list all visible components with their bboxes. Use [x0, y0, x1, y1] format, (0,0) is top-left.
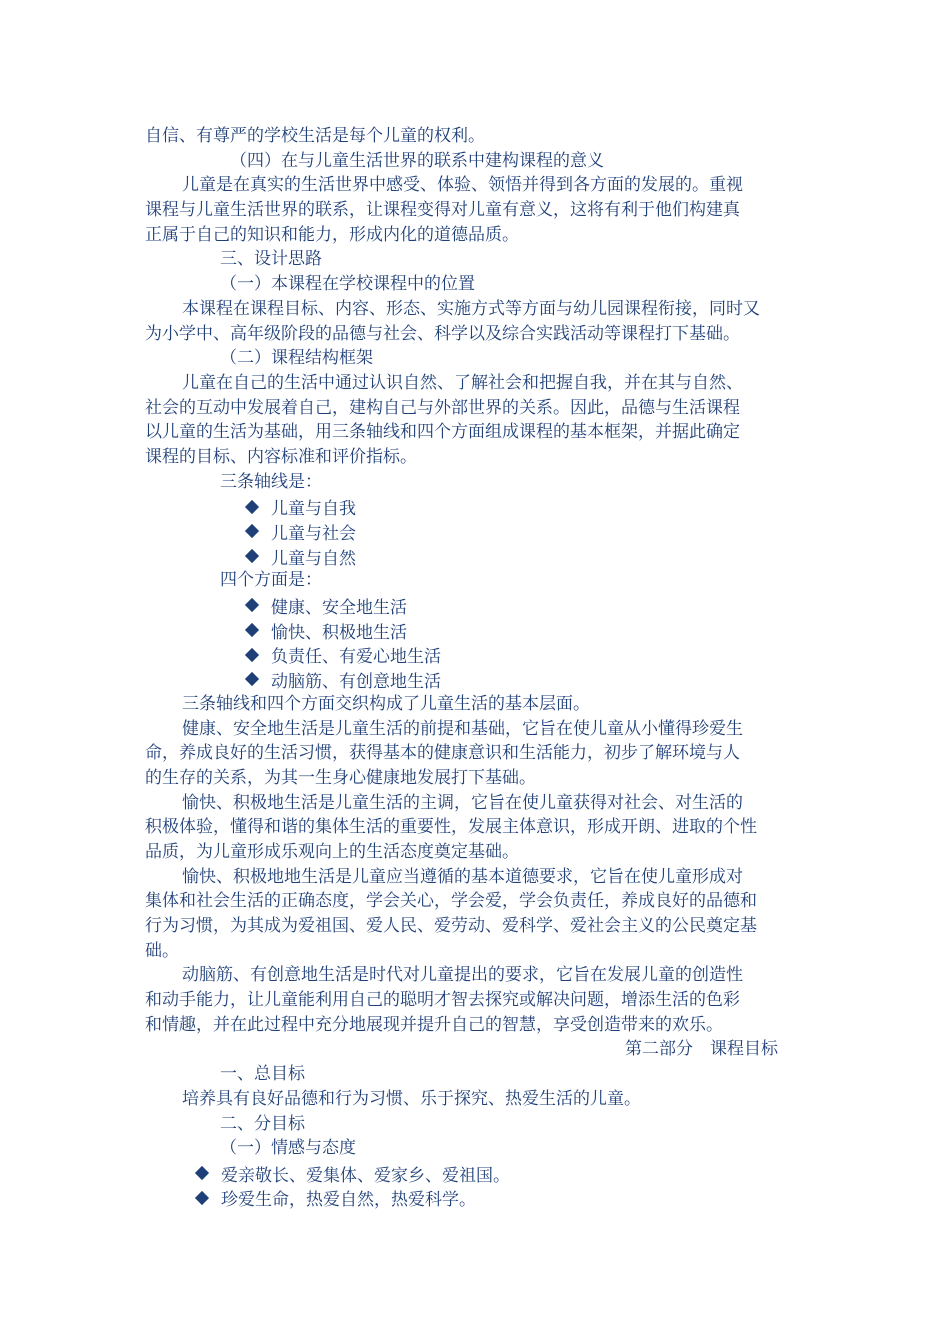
diamond-bullet-icon	[245, 648, 259, 662]
list-item: 负责任、有爱心地生活	[145, 642, 810, 667]
list-heading: 四个方面是：	[220, 570, 322, 591]
diamond-bullet-icon	[245, 500, 259, 514]
paragraph-line: 动脑筋、有创意地生活是时代对儿童提出的要求，它旨在发展儿童的创造性	[182, 965, 743, 986]
paragraph-line: 儿童在自己的生活中通过认识自然、了解社会和把握自我，并在其与自然、	[182, 372, 743, 393]
subsection-heading: （四）在与儿童生活世界的联系中建构课程的意义	[230, 150, 604, 171]
list-item: 儿童与自我	[145, 494, 810, 519]
paragraph-line: 社会的互动中发展着自己，建构自己与外部世界的关系。因此，品德与生活课程	[145, 397, 740, 418]
diamond-bullet-icon	[195, 1191, 209, 1205]
list-item: 儿童与自然	[145, 544, 810, 569]
paragraph-line: 的生存的关系，为其一生身心健康地发展打下基础。	[145, 767, 536, 788]
section-heading: 一、总目标	[220, 1064, 305, 1085]
paragraph-line: 积极体验，懂得和谐的集体生活的重要性，发展主体意识，形成开朗、进取的个性	[145, 817, 757, 838]
paragraph-line: 为小学中、高年级阶段的品德与社会、科学以及综合实践活动等课程打下基础。	[145, 323, 740, 344]
paragraph-line: 以儿童的生活为基础，用三条轴线和四个方面组成课程的基本框架，并据此确定	[145, 422, 740, 443]
paragraph-line: 健康、安全地生活是儿童生活的前提和基础，它旨在使儿童从小懂得珍爱生	[182, 718, 743, 739]
paragraph-line: 行为习惯，为其成为爱祖国、爱人民、爱劳动、爱科学、爱社会主义的公民奠定基	[145, 916, 757, 936]
paragraph-line: 和情趣，并在此过程中充分地展现并提升自己的智慧，享受创造带来的欢乐。	[145, 1014, 723, 1035]
paragraph-line: 本课程在课程目标、内容、形态、实施方式等方面与幼儿园课程衔接，同时又	[182, 298, 760, 319]
list-item: 动脑筋、有创意地生活	[145, 667, 810, 692]
paragraph-line: 课程的目标、内容标准和评价指标。	[145, 446, 417, 467]
list-item: 儿童与社会	[145, 519, 810, 544]
paragraph-line: 集体和社会生活的正确态度，学会关心，学会爱，学会负责任，养成良好的品德和	[145, 891, 757, 912]
subsection-heading: （一）本课程在学校课程中的位置	[220, 274, 475, 295]
paragraph-line: 愉快、积极地地生活是儿童应当遵循的基本道德要求，它旨在使儿童形成对	[182, 866, 743, 887]
paragraph-line: 儿童是在真实的生活世界中感受、体验、领悟并得到各方面的发展的。重视	[182, 175, 743, 196]
paragraph-line: 命，养成良好的生活习惯，获得基本的健康意识和生活能力，初步了解环境与人	[145, 743, 740, 764]
paragraph-line: 课程与儿童生活世界的联系，让课程变得对儿童有意义，这将有利于他们构建真	[145, 200, 740, 221]
paragraph-line: 自信、有尊严的学校生活是每个儿童的权利。	[145, 126, 485, 146]
paragraph-line: 和动手能力，让儿童能利用自己的聪明才智去探究或解决问题，增添生活的色彩	[145, 990, 740, 1011]
diamond-bullet-icon	[195, 1166, 209, 1180]
paragraph-line: 正属于自己的知识和能力，形成内化的道德品质。	[145, 224, 519, 245]
document-body	[145, 124, 810, 1210]
list-item: 珍爱生命，热爱自然，热爱科学。	[145, 1186, 810, 1211]
diamond-bullet-icon	[245, 598, 259, 612]
part-heading: 第二部分 课程目标	[625, 1039, 778, 1060]
diamond-bullet-icon	[245, 549, 259, 563]
list-item: 愉快、积极地生活	[145, 618, 810, 643]
paragraph-line: 品质，为儿童形成乐观向上的生活态度奠定基础。	[145, 841, 519, 862]
diamond-bullet-icon	[245, 623, 259, 637]
subsection-heading: （二）课程结构框架	[220, 348, 373, 369]
list-item: 健康、安全地生活	[145, 593, 810, 618]
list-heading: 三条轴线是：	[220, 471, 322, 492]
section-heading: 三、设计思路	[220, 249, 322, 270]
list-item: 爱亲敬长、爱集体、爱家乡、爱祖国。	[145, 1161, 810, 1186]
paragraph-line: 三条轴线和四个方面交织构成了儿童生活的基本层面。	[182, 693, 590, 714]
diamond-bullet-icon	[245, 524, 259, 538]
section-heading: 二、分目标	[220, 1113, 305, 1134]
subsection-heading: （一）情感与态度	[220, 1138, 356, 1159]
paragraph-line: 培养具有良好品德和行为习惯、乐于探究、热爱生活的儿童。	[182, 1088, 641, 1109]
diamond-bullet-icon	[245, 672, 259, 686]
paragraph-line: 愉快、积极地生活是儿童生活的主调，它旨在使儿童获得对社会、对生活的	[182, 792, 743, 813]
paragraph-line: 础。	[145, 940, 179, 961]
